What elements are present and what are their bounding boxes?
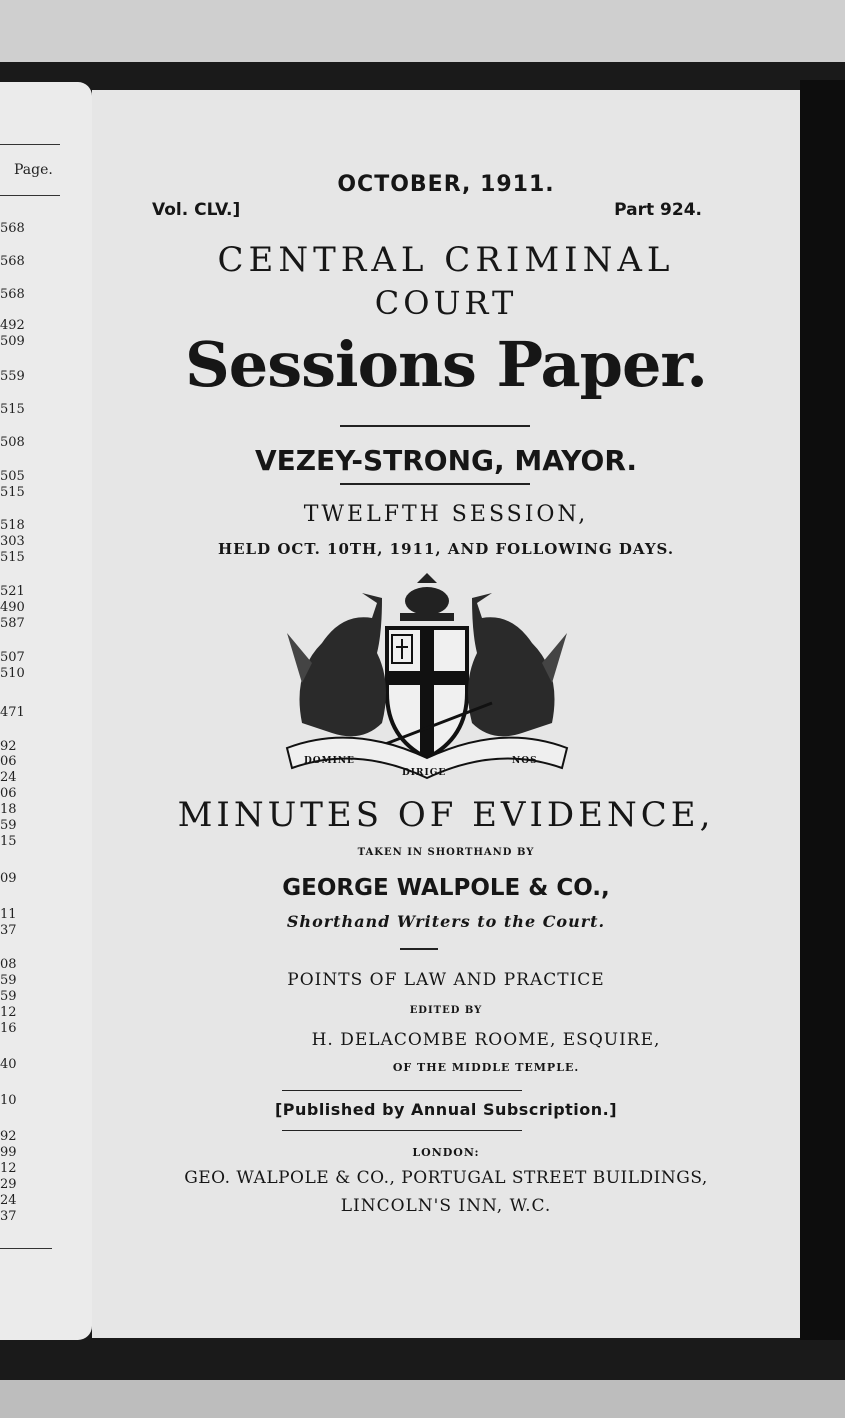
index-page-number: 521 [0, 584, 25, 599]
editor-name: H. DELACOMBE ROOME, ESQUIRE, [311, 1030, 661, 1050]
session-line: TWELFTH SESSION, [303, 502, 589, 527]
index-page-number: 59 [0, 973, 17, 988]
shorthand-writers-line: Shorthand Writers to the Court. [286, 912, 606, 931]
motto-word-3: NOS [512, 756, 538, 766]
index-page-number: 510 [0, 666, 25, 681]
index-rule-mid [0, 195, 60, 196]
index-page-number: 515 [0, 402, 25, 417]
title-rule-top [340, 425, 530, 427]
book-spine-edge [800, 80, 845, 1340]
index-page-number: 568 [0, 287, 25, 302]
city-of-london-crest-icon [282, 573, 572, 783]
firm-name: GEORGE WALPOLE & CO., [282, 875, 610, 901]
index-page-number: 509 [0, 334, 25, 349]
index-page-number: 16 [0, 1021, 17, 1036]
index-page-number: 12 [0, 1161, 17, 1176]
index-page-number: 09 [0, 871, 17, 886]
scan-bottom-margin [0, 1380, 845, 1418]
index-page-number: 505 [0, 469, 25, 484]
index-page-number: 471 [0, 705, 25, 720]
index-page-number: 24 [0, 770, 17, 785]
index-page-number: 490 [0, 600, 25, 615]
subscription-rule-bottom [282, 1130, 522, 1131]
index-page-number: 518 [0, 518, 25, 533]
index-page-number: 92 [0, 739, 17, 754]
points-of-law-line: POINTS OF LAW AND PRACTICE [287, 970, 605, 990]
motto-word-1: DOMINE [304, 756, 355, 766]
index-page-number: 559 [0, 369, 25, 384]
publisher-address-line2: LINCOLN'S INN, W.C. [340, 1196, 552, 1216]
index-page-number: 303 [0, 534, 25, 549]
index-page-number: 59 [0, 818, 17, 833]
index-page-number: 587 [0, 616, 25, 631]
mayor-line: VEZEY-STRONG, MAYOR. [254, 444, 638, 477]
publisher-address-line1: GEO. WALPOLE & CO., PORTUGAL STREET BUILDINGS, [184, 1168, 708, 1188]
london-line: LONDON: [412, 1146, 480, 1159]
index-page-number: 568 [0, 221, 25, 236]
volume-label: Vol. CLV.] [152, 200, 241, 220]
index-page-number: 06 [0, 786, 17, 801]
index-page-number: 29 [0, 1177, 17, 1192]
index-page-number: 10 [0, 1093, 17, 1108]
title-page [92, 90, 800, 1338]
index-page-number: 24 [0, 1193, 17, 1208]
index-page-number: 515 [0, 485, 25, 500]
subscription-rule-top [282, 1090, 522, 1091]
index-page-number: 568 [0, 254, 25, 269]
index-rule-bottom [0, 1248, 52, 1249]
sessions-paper-title: Sessions Paper. [185, 328, 707, 401]
motto-word-2: DIRIGE [402, 768, 447, 778]
scan-top-margin [0, 0, 845, 62]
index-page-number: 507 [0, 650, 25, 665]
section-rule [400, 948, 438, 950]
minutes-of-evidence: MINUTES OF EVIDENCE, [177, 795, 715, 835]
index-page-number: 508 [0, 435, 25, 450]
index-page-number: 40 [0, 1057, 17, 1072]
edited-by-line: EDITED BY [409, 1005, 483, 1016]
index-page-number: 59 [0, 989, 17, 1004]
index-page-number: 99 [0, 1145, 17, 1160]
issue-date: OCTOBER, 1911. [337, 172, 555, 197]
index-page-number: 515 [0, 550, 25, 565]
title-rule-bottom [340, 483, 530, 485]
index-page-header: Page. [14, 162, 53, 178]
index-page-number: 11 [0, 907, 17, 922]
index-page-number: 15 [0, 834, 17, 849]
facing-index-page [0, 82, 92, 1340]
subscription-line: [Published by Annual Subscription.] [274, 1100, 618, 1119]
court-name-line2: COURT [374, 284, 518, 322]
index-rule-top [0, 144, 60, 145]
index-page-number: 06 [0, 754, 17, 769]
part-label: Part 924. [614, 200, 702, 220]
court-name-line1: CENTRAL CRIMINAL [217, 240, 675, 280]
index-page-number: 92 [0, 1129, 17, 1144]
held-dates-line: HELD OCT. 10TH, 1911, AND FOLLOWING DAYS. [217, 540, 675, 558]
index-page-number: 18 [0, 802, 17, 817]
index-page-number: 37 [0, 923, 17, 938]
index-page-number: 12 [0, 1005, 17, 1020]
index-page-number: 37 [0, 1209, 17, 1224]
index-page-number: 08 [0, 957, 17, 972]
index-page-number: 492 [0, 318, 25, 333]
taken-in-shorthand: TAKEN IN SHORTHAND BY [357, 847, 535, 858]
middle-temple-line: OF THE MIDDLE TEMPLE. [392, 1061, 580, 1074]
